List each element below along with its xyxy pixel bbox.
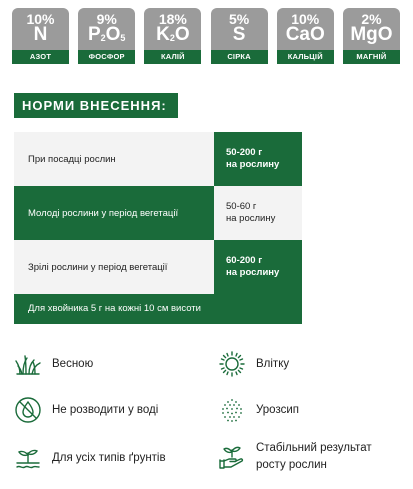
nutrient-name: ФОСФОР xyxy=(78,50,135,64)
application-rates-table xyxy=(14,132,302,324)
nutrient-name: СІРКА xyxy=(211,50,268,64)
nutrient-percent: 10% xyxy=(291,11,320,27)
nutrient-name: АЗОТ xyxy=(12,50,69,64)
rate-label: При посадці рослин xyxy=(14,132,214,186)
feature-text: Стабільний результат росту рослин xyxy=(256,442,372,471)
rate-row xyxy=(14,132,302,186)
feature-stable-result xyxy=(218,440,372,474)
feature-text: Влітку xyxy=(256,357,290,370)
nutrient-symbol: $P_2O_5$ xyxy=(87,24,126,45)
nutrient-name: МАГНІЙ xyxy=(343,50,400,64)
nutrient-percent: 18% xyxy=(158,11,187,27)
nutrient-symbol: CaO xyxy=(285,24,325,45)
rate-row xyxy=(14,240,302,294)
nutrient-symbol: $K_2O$ xyxy=(156,24,190,45)
feature-text: Для усіх типів ґрунтів xyxy=(52,451,166,464)
nutrient-symbol: S xyxy=(232,24,246,45)
rate-value: 50-200 г на рослину xyxy=(214,132,302,186)
nutrient-badge-mgo xyxy=(343,8,400,64)
grass-icon xyxy=(14,350,42,378)
feature-all-soils xyxy=(14,444,166,472)
rate-footer-note: Для хвойника 5 г на кожні 10 см висоти xyxy=(14,294,302,324)
nutrient-percent: 5% xyxy=(228,11,250,27)
nutrient-badge-n xyxy=(12,8,69,64)
nutrient-badge-s xyxy=(211,8,268,64)
nutrient-percent: 2% xyxy=(361,11,382,27)
feature-text: Весною xyxy=(52,357,94,370)
feature-text: Урозсип xyxy=(256,403,299,416)
rate-row xyxy=(14,186,302,240)
feature-scatter xyxy=(218,396,299,424)
scatter-icon xyxy=(218,396,246,424)
no-water-icon xyxy=(14,396,42,424)
nutrient-symbol: MgO xyxy=(350,24,393,45)
nutrient-badge-cao xyxy=(277,8,334,64)
hand-sprout-icon xyxy=(218,443,246,471)
rate-label: Молоді рослини у період вегетації xyxy=(14,186,214,240)
feature-spring xyxy=(14,350,93,378)
nutrient-badge-k2o xyxy=(144,8,201,64)
nutrient-percent: 10% xyxy=(26,11,55,27)
feature-no-water xyxy=(14,396,158,424)
nutrient-badges xyxy=(12,8,400,64)
nutrient-symbol: N xyxy=(33,24,48,45)
sprout-soil-icon xyxy=(14,444,42,472)
nutrient-name: КАЛІЙ xyxy=(144,50,201,64)
sun-icon xyxy=(218,350,246,378)
rate-value: 50-60 г на рослину xyxy=(214,186,302,240)
application-rates-heading: НОРМИ ВНЕСЕННЯ: xyxy=(14,93,178,118)
nutrient-name: КАЛЬЦІЙ xyxy=(277,50,334,64)
rate-value: 60-200 г на рослину xyxy=(214,240,302,294)
rate-label: Зрілі рослини у період вегетації xyxy=(14,240,214,294)
feature-text: Не розводити у воді xyxy=(52,403,159,416)
nutrient-percent: 9% xyxy=(96,11,117,27)
nutrient-badge-p2o5 xyxy=(78,8,135,64)
feature-summer xyxy=(218,350,289,378)
